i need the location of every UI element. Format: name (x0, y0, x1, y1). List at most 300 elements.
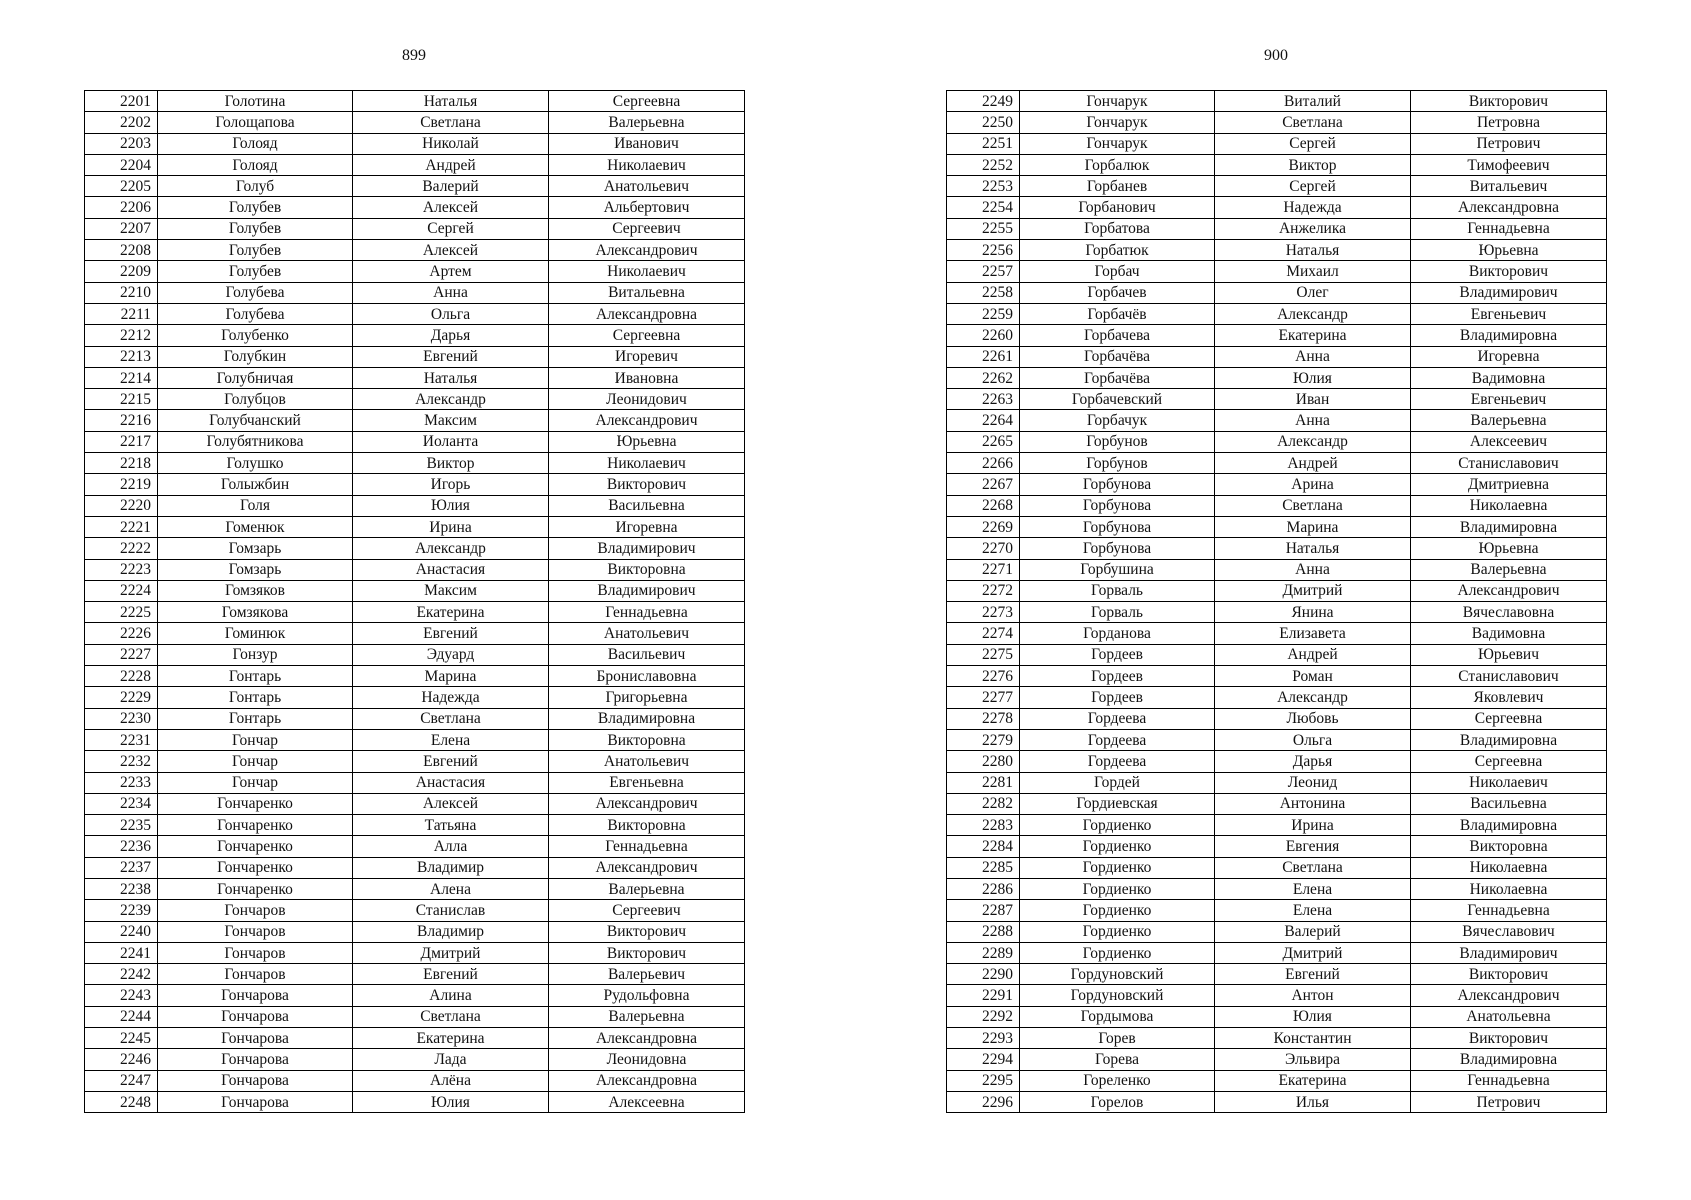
page-number: 899 (402, 47, 426, 64)
page-number: 900 (1264, 47, 1288, 64)
patronymic-cell: Сергеевна (549, 325, 745, 346)
table-row (85, 453, 745, 474)
table-row (947, 453, 1607, 474)
first-name-cell: Виталий (1215, 91, 1411, 112)
surname-cell: Горева (1020, 1049, 1215, 1070)
table-row (85, 261, 745, 282)
first-name-cell: Екатерина (353, 602, 549, 623)
row-number: 2273 (947, 602, 1020, 623)
patronymic-cell: Александрович (549, 410, 745, 431)
surname-cell: Гордиенко (1020, 857, 1215, 878)
table-row (85, 1028, 745, 1049)
table-row (85, 1070, 745, 1091)
patronymic-cell: Рудольфовна (549, 985, 745, 1006)
first-name-cell: Константин (1215, 1028, 1411, 1049)
surname-cell: Гомзяков (158, 580, 353, 601)
surname-cell: Гордей (1020, 772, 1215, 793)
row-number: 2202 (85, 112, 158, 133)
first-name-cell: Максим (353, 580, 549, 601)
row-number: 2254 (947, 197, 1020, 218)
row-number: 2250 (947, 112, 1020, 133)
row-number: 2203 (85, 133, 158, 154)
patronymic-cell: Викторовна (549, 729, 745, 750)
surname-cell: Гончарова (158, 1091, 353, 1112)
table-row (947, 985, 1607, 1006)
first-name-cell: Марина (353, 666, 549, 687)
table-row (85, 367, 745, 388)
first-name-cell: Алена (353, 878, 549, 899)
table-row (85, 240, 745, 261)
row-number: 2274 (947, 623, 1020, 644)
row-number: 2223 (85, 559, 158, 580)
row-number: 2221 (85, 516, 158, 537)
patronymic-cell: Петрович (1411, 1091, 1607, 1112)
table-row (947, 559, 1607, 580)
patronymic-cell: Юрьевич (1411, 644, 1607, 665)
surname-cell: Гордиенко (1020, 942, 1215, 963)
surname-cell: Горваль (1020, 602, 1215, 623)
patronymic-cell: Васильевна (549, 495, 745, 516)
first-name-cell: Надежда (353, 687, 549, 708)
surname-cell: Гордиенко (1020, 900, 1215, 921)
row-number: 2230 (85, 708, 158, 729)
surname-cell: Гончарова (158, 1006, 353, 1027)
surname-cell: Горелов (1020, 1091, 1215, 1112)
surname-cell: Голощапова (158, 112, 353, 133)
row-number: 2267 (947, 474, 1020, 495)
patronymic-cell: Николаевич (1411, 772, 1607, 793)
table-row (947, 729, 1607, 750)
surname-cell: Гончарова (158, 1028, 353, 1049)
surname-cell: Голубев (158, 218, 353, 239)
surname-cell: Гордиенко (1020, 878, 1215, 899)
surname-cell: Горбатова (1020, 218, 1215, 239)
row-number: 2276 (947, 666, 1020, 687)
table-row (947, 772, 1607, 793)
patronymic-cell: Анатольевич (549, 751, 745, 772)
surname-cell: Голояд (158, 154, 353, 175)
surname-cell: Гордеева (1020, 708, 1215, 729)
first-name-cell: Светлана (353, 708, 549, 729)
table-row (947, 367, 1607, 388)
first-name-cell: Николай (353, 133, 549, 154)
patronymic-cell: Александровна (549, 303, 745, 324)
table-row (947, 133, 1607, 154)
first-name-cell: Анна (1215, 410, 1411, 431)
first-name-cell: Алексей (353, 793, 549, 814)
first-name-cell: Сергей (1215, 133, 1411, 154)
surname-cell: Гончаренко (158, 815, 353, 836)
table-row (85, 112, 745, 133)
patronymic-cell: Владимирович (1411, 282, 1607, 303)
patronymic-cell: Викторович (1411, 1028, 1607, 1049)
first-name-cell: Елена (1215, 878, 1411, 899)
surname-cell: Гордеев (1020, 644, 1215, 665)
patronymic-cell: Николаевна (1411, 857, 1607, 878)
row-number: 2236 (85, 836, 158, 857)
table-row (85, 942, 745, 963)
surname-cell: Голубева (158, 282, 353, 303)
patronymic-cell: Анатольевна (1411, 1006, 1607, 1027)
surname-cell: Горбалюк (1020, 154, 1215, 175)
patronymic-cell: Ивановна (549, 367, 745, 388)
table-row (85, 772, 745, 793)
row-number: 2258 (947, 282, 1020, 303)
table-row (947, 282, 1607, 303)
row-number: 2271 (947, 559, 1020, 580)
table-row (947, 218, 1607, 239)
table-row (85, 282, 745, 303)
row-number: 2244 (85, 1006, 158, 1027)
row-number: 2206 (85, 197, 158, 218)
surname-cell: Горбунова (1020, 474, 1215, 495)
patronymic-cell: Сергеевич (549, 900, 745, 921)
patronymic-cell: Вячеславович (1411, 921, 1607, 942)
row-number: 2280 (947, 751, 1020, 772)
patronymic-cell: Юрьевна (1411, 240, 1607, 261)
first-name-cell: Ольга (353, 303, 549, 324)
patronymic-cell: Витальевна (549, 282, 745, 303)
table-row (947, 878, 1607, 899)
table-row (85, 900, 745, 921)
patronymic-cell: Игоревна (1411, 346, 1607, 367)
table-row (947, 325, 1607, 346)
surname-cell: Голубятникова (158, 431, 353, 452)
table-row (947, 964, 1607, 985)
row-number: 2234 (85, 793, 158, 814)
table-row (85, 176, 745, 197)
roster-table (946, 90, 1607, 1113)
row-number: 2249 (947, 91, 1020, 112)
first-name-cell: Татьяна (353, 815, 549, 836)
surname-cell: Гончаренко (158, 878, 353, 899)
patronymic-cell: Викторович (549, 921, 745, 942)
row-number: 2225 (85, 602, 158, 623)
patronymic-cell: Геннадьевна (1411, 218, 1607, 239)
row-number: 2253 (947, 176, 1020, 197)
surname-cell: Гордуновский (1020, 985, 1215, 1006)
patronymic-cell: Игоревна (549, 516, 745, 537)
patronymic-cell: Владимировна (1411, 325, 1607, 346)
row-number: 2233 (85, 772, 158, 793)
table-row (85, 218, 745, 239)
surname-cell: Горбунова (1020, 516, 1215, 537)
first-name-cell: Любовь (1215, 708, 1411, 729)
table-row (85, 559, 745, 580)
row-number: 2213 (85, 346, 158, 367)
patronymic-cell: Геннадьевна (549, 602, 745, 623)
table-row (947, 857, 1607, 878)
row-number: 2289 (947, 942, 1020, 963)
table-row (947, 1006, 1607, 1027)
first-name-cell: Наталья (1215, 240, 1411, 261)
table-row (85, 346, 745, 367)
table-row (947, 154, 1607, 175)
table-row (85, 751, 745, 772)
table-row (947, 410, 1607, 431)
row-number: 2201 (85, 91, 158, 112)
surname-cell: Гонтарь (158, 666, 353, 687)
patronymic-cell: Александрович (549, 793, 745, 814)
row-number: 2212 (85, 325, 158, 346)
row-number: 2286 (947, 878, 1020, 899)
table-row (85, 389, 745, 410)
row-number: 2257 (947, 261, 1020, 282)
surname-cell: Гончаренко (158, 857, 353, 878)
patronymic-cell: Васильевна (1411, 793, 1607, 814)
patronymic-cell: Сергеевна (1411, 751, 1607, 772)
table-row (85, 1006, 745, 1027)
patronymic-cell: Алексеевич (1411, 431, 1607, 452)
first-name-cell: Дмитрий (1215, 580, 1411, 601)
table-row (947, 474, 1607, 495)
surname-cell: Горбанович (1020, 197, 1215, 218)
patronymic-cell: Александровна (549, 1070, 745, 1091)
table-row (947, 900, 1607, 921)
surname-cell: Голя (158, 495, 353, 516)
table-row (947, 708, 1607, 729)
table-row (85, 793, 745, 814)
table-row (85, 857, 745, 878)
row-number: 2243 (85, 985, 158, 1006)
patronymic-cell: Дмитриевна (1411, 474, 1607, 495)
row-number: 2215 (85, 389, 158, 410)
patronymic-cell: Викторовна (549, 815, 745, 836)
first-name-cell: Ирина (353, 516, 549, 537)
surname-cell: Горбунова (1020, 538, 1215, 559)
first-name-cell: Елена (1215, 900, 1411, 921)
row-number: 2241 (85, 942, 158, 963)
row-number: 2232 (85, 751, 158, 772)
row-number: 2228 (85, 666, 158, 687)
row-number: 2264 (947, 410, 1020, 431)
row-number: 2237 (85, 857, 158, 878)
roster-table (84, 90, 745, 1113)
patronymic-cell: Валерьевна (549, 112, 745, 133)
table-row (85, 538, 745, 559)
first-name-cell: Дарья (1215, 751, 1411, 772)
row-number: 2209 (85, 261, 158, 282)
first-name-cell: Михаил (1215, 261, 1411, 282)
first-name-cell: Наталья (353, 367, 549, 388)
table-row (85, 516, 745, 537)
surname-cell: Гончаренко (158, 793, 353, 814)
row-number: 2294 (947, 1049, 1020, 1070)
table-row (947, 793, 1607, 814)
first-name-cell: Анна (1215, 346, 1411, 367)
patronymic-cell: Владимировна (549, 708, 745, 729)
row-number: 2284 (947, 836, 1020, 857)
patronymic-cell: Станиславович (1411, 453, 1607, 474)
first-name-cell: Валерий (1215, 921, 1411, 942)
row-number: 2226 (85, 623, 158, 644)
patronymic-cell: Станиславович (1411, 666, 1607, 687)
table-row (85, 133, 745, 154)
first-name-cell: Юлия (353, 495, 549, 516)
surname-cell: Горбачук (1020, 410, 1215, 431)
row-number: 2296 (947, 1091, 1020, 1112)
table-row (85, 729, 745, 750)
surname-cell: Гордеев (1020, 687, 1215, 708)
row-number: 2282 (947, 793, 1020, 814)
patronymic-cell: Валерьевна (549, 1006, 745, 1027)
table-row (947, 240, 1607, 261)
surname-cell: Голубева (158, 303, 353, 324)
surname-cell: Горбушина (1020, 559, 1215, 580)
patronymic-cell: Александрович (1411, 580, 1607, 601)
surname-cell: Гомзарь (158, 559, 353, 580)
table-row (947, 495, 1607, 516)
patronymic-cell: Викторович (1411, 261, 1607, 282)
patronymic-cell: Викторович (1411, 91, 1607, 112)
patronymic-cell: Витальевич (1411, 176, 1607, 197)
surname-cell: Горданова (1020, 623, 1215, 644)
table-row (85, 474, 745, 495)
row-number: 2231 (85, 729, 158, 750)
first-name-cell: Андрей (1215, 644, 1411, 665)
surname-cell: Гончарова (158, 1070, 353, 1091)
patronymic-cell: Владимировна (1411, 815, 1607, 836)
table-row (947, 431, 1607, 452)
row-number: 2277 (947, 687, 1020, 708)
patronymic-cell: Сергеевна (1411, 708, 1607, 729)
surname-cell: Горбачевский (1020, 389, 1215, 410)
row-number: 2245 (85, 1028, 158, 1049)
row-number: 2259 (947, 303, 1020, 324)
table-row (947, 1070, 1607, 1091)
surname-cell: Гоменюк (158, 516, 353, 537)
patronymic-cell: Николаевич (549, 453, 745, 474)
surname-cell: Горваль (1020, 580, 1215, 601)
first-name-cell: Алексей (353, 240, 549, 261)
patronymic-cell: Владимирович (1411, 942, 1607, 963)
table-row (85, 878, 745, 899)
patronymic-cell: Анатольевич (549, 176, 745, 197)
patronymic-cell: Альбертович (549, 197, 745, 218)
row-number: 2204 (85, 154, 158, 175)
row-number: 2288 (947, 921, 1020, 942)
surname-cell: Гордиенко (1020, 836, 1215, 857)
table-row (947, 303, 1607, 324)
table-row (85, 197, 745, 218)
surname-cell: Голояд (158, 133, 353, 154)
patronymic-cell: Иванович (549, 133, 745, 154)
row-number: 2211 (85, 303, 158, 324)
first-name-cell: Евгений (353, 964, 549, 985)
patronymic-cell: Викторович (549, 474, 745, 495)
patronymic-cell: Александровна (549, 1028, 745, 1049)
table-row (947, 602, 1607, 623)
table-row (85, 666, 745, 687)
table-row (85, 985, 745, 1006)
first-name-cell: Иван (1215, 389, 1411, 410)
table-row (947, 666, 1607, 687)
first-name-cell: Леонид (1215, 772, 1411, 793)
patronymic-cell: Николаевна (1411, 495, 1607, 516)
patronymic-cell: Яковлевич (1411, 687, 1607, 708)
row-number: 2218 (85, 453, 158, 474)
patronymic-cell: Вячеславовна (1411, 602, 1607, 623)
table-row (947, 623, 1607, 644)
first-name-cell: Иоланта (353, 431, 549, 452)
first-name-cell: Роман (1215, 666, 1411, 687)
surname-cell: Гомзякова (158, 602, 353, 623)
surname-cell: Горбунов (1020, 453, 1215, 474)
patronymic-cell: Петровна (1411, 112, 1607, 133)
surname-cell: Горбатюк (1020, 240, 1215, 261)
first-name-cell: Екатерина (353, 1028, 549, 1049)
first-name-cell: Евгений (353, 623, 549, 644)
table-row (947, 1028, 1607, 1049)
surname-cell: Гордеева (1020, 729, 1215, 750)
row-number: 2262 (947, 367, 1020, 388)
patronymic-cell: Александровна (1411, 197, 1607, 218)
row-number: 2272 (947, 580, 1020, 601)
surname-cell: Горбачева (1020, 325, 1215, 346)
row-number: 2208 (85, 240, 158, 261)
row-number: 2205 (85, 176, 158, 197)
row-number: 2269 (947, 516, 1020, 537)
first-name-cell: Наталья (353, 91, 549, 112)
table-row (947, 942, 1607, 963)
row-number: 2235 (85, 815, 158, 836)
first-name-cell: Александр (353, 538, 549, 559)
surname-cell: Голубенко (158, 325, 353, 346)
first-name-cell: Юлия (353, 1091, 549, 1112)
patronymic-cell: Викторович (1411, 964, 1607, 985)
patronymic-cell: Геннадьевна (549, 836, 745, 857)
surname-cell: Гончарова (158, 1049, 353, 1070)
row-number: 2260 (947, 325, 1020, 346)
first-name-cell: Юлия (1215, 1006, 1411, 1027)
patronymic-cell: Валерьевна (1411, 559, 1607, 580)
surname-cell: Гордеева (1020, 751, 1215, 772)
first-name-cell: Эдуард (353, 644, 549, 665)
first-name-cell: Светлана (353, 112, 549, 133)
surname-cell: Гончарук (1020, 112, 1215, 133)
table-row (947, 921, 1607, 942)
table-row (947, 197, 1607, 218)
surname-cell: Голубев (158, 197, 353, 218)
page-left (84, 0, 744, 1113)
first-name-cell: Светлана (1215, 112, 1411, 133)
first-name-cell: Надежда (1215, 197, 1411, 218)
surname-cell: Гончар (158, 729, 353, 750)
first-name-cell: Антон (1215, 985, 1411, 1006)
surname-cell: Гореленко (1020, 1070, 1215, 1091)
patronymic-cell: Вадимовна (1411, 367, 1607, 388)
first-name-cell: Анжелика (1215, 218, 1411, 239)
first-name-cell: Станислав (353, 900, 549, 921)
patronymic-cell: Леонидовна (549, 1049, 745, 1070)
table-row (947, 1091, 1607, 1112)
surname-cell: Гордуновский (1020, 964, 1215, 985)
row-number: 2255 (947, 218, 1020, 239)
surname-cell: Гончаров (158, 964, 353, 985)
table-row (947, 176, 1607, 197)
first-name-cell: Наталья (1215, 538, 1411, 559)
surname-cell: Гончар (158, 751, 353, 772)
row-number: 2224 (85, 580, 158, 601)
table-row (85, 836, 745, 857)
table-row (85, 687, 745, 708)
table-row (85, 602, 745, 623)
first-name-cell: Анастасия (353, 559, 549, 580)
first-name-cell: Андрей (1215, 453, 1411, 474)
patronymic-cell: Игоревич (549, 346, 745, 367)
first-name-cell: Лада (353, 1049, 549, 1070)
surname-cell: Гончарук (1020, 133, 1215, 154)
